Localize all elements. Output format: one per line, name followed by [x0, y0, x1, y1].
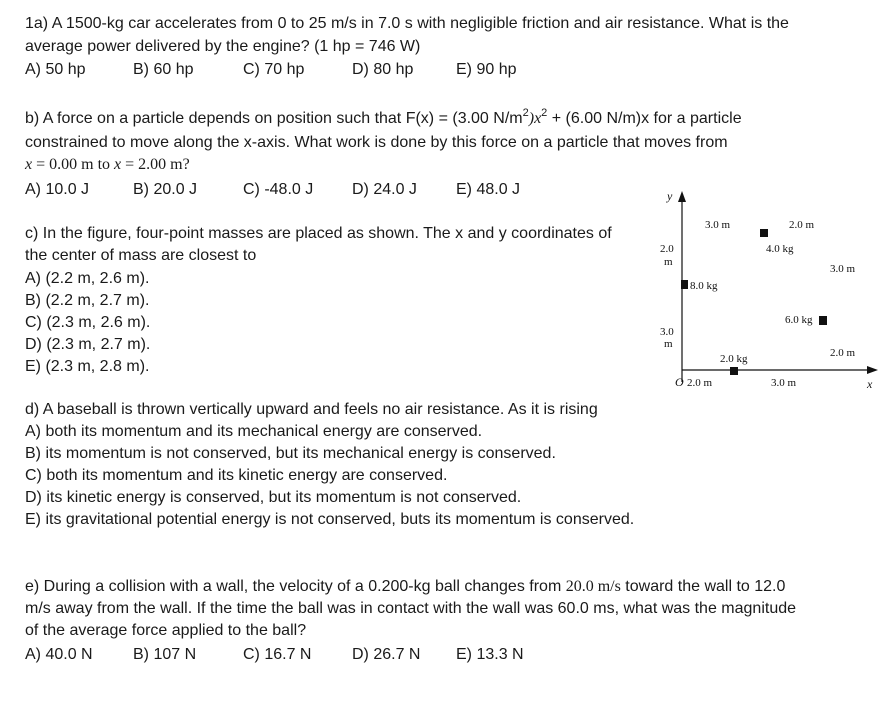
qe-choice-c: C) 16.7 N: [243, 646, 312, 663]
qe-choice-e: E) 13.3 N: [456, 646, 524, 663]
qc-line2: the center of mass are closest to: [25, 247, 257, 264]
mass-2kg-label: 2.0 kg: [720, 353, 748, 365]
qc-line1: c) In the figure, four-point masses are placed as shown. The x and y coordinates of: [25, 225, 612, 242]
qe-line1-v1: 20.0 m/s: [565, 578, 621, 595]
qe-line1-pre: e) During a collision with a wall, the velocity of a 0.200-kg ball changes from: [25, 578, 566, 595]
qd-choice-a: A) both its momentum and its mechanical energy are conserved.: [25, 423, 483, 440]
qc-choice-a: A) (2.2 m, 2.6 m).: [25, 270, 150, 287]
center-of-mass-figure: [645, 188, 885, 398]
qc-choice-c: C) (2.3 m, 2.6 m).: [25, 314, 151, 331]
qe-line3: of the average force applied to the ball?: [25, 622, 307, 639]
qd-line1: d) A baseball is thrown vertically upward and feels no air resistance. As it is rising: [25, 401, 598, 418]
qe-line1-mid: toward the wall to 12.0: [620, 578, 786, 595]
dim-bottom-left: 2.0 m: [687, 377, 713, 389]
x-axis-label: x: [867, 377, 873, 391]
dim-left-lower-num: 3.0: [660, 326, 674, 338]
qe-choice-d: D) 26.7 N: [352, 646, 421, 663]
mass-6kg-marker: [819, 316, 827, 325]
dim-top-left: 3.0 m: [705, 219, 731, 231]
q1a-line1: 1a) A 1500-kg car accelerates from 0 to 25 m/s in 7.0 s with negligible friction and air resistance. What is the: [25, 15, 789, 32]
qc-choice-d: D) (2.3 m, 2.7 m).: [25, 336, 151, 353]
qb-choice-d: D) 24.0 J: [352, 181, 417, 198]
qe-choice-b: B) 107 N: [133, 646, 197, 663]
qb-choice-a: A) 10.0 J: [25, 181, 90, 198]
mass-8kg-label: 8.0 kg: [690, 280, 718, 292]
qb-line3-b: = 0.00 m to: [32, 156, 115, 173]
qd-choice-b: B) its momentum is not conserved, but its mechanical energy is conserved.: [25, 445, 556, 462]
q1a-choice-e: E) 90 hp: [456, 61, 517, 78]
x-axis-arrowhead: [867, 366, 878, 374]
qb-choice-e: E) 48.0 J: [456, 181, 521, 198]
mass-8kg-marker: [681, 280, 688, 289]
qd-choice-c: C) both its momentum and its kinetic energy are conserved.: [25, 467, 448, 484]
dim-left-upper-unit: m: [664, 256, 673, 268]
qb-line1-sup2: 2: [541, 106, 548, 119]
q1a-line2: average power delivered by the engine? (1 hp = 746 W): [25, 38, 421, 55]
dim-right-lower: 2.0 m: [830, 347, 856, 359]
qb-line1-post: + (6.00 N/m)x for a particle: [547, 110, 742, 127]
y-axis-arrowhead: [678, 191, 686, 202]
qb-line3-d: = 2.00 m?: [121, 156, 190, 173]
origin-label: O: [675, 375, 684, 389]
qb-choice-b: B) 20.0 J: [133, 181, 198, 198]
dim-left-upper-num: 2.0: [660, 243, 674, 255]
qc-choice-b: B) (2.2 m, 2.7 m).: [25, 292, 150, 309]
mass-4kg-marker: [760, 229, 768, 237]
q1a-choice-a: A) 50 hp: [25, 61, 86, 78]
qb-choice-c: C) -48.0 J: [243, 181, 314, 198]
qc-choice-e: E) (2.3 m, 2.8 m).: [25, 358, 150, 375]
mass-2kg-marker: [730, 367, 738, 375]
dim-bottom-right: 3.0 m: [771, 377, 797, 389]
qe-line2: m/s away from the wall. If the time the ball was in contact with the wall was 60.0 ms, what was the magnitude: [25, 600, 797, 617]
qb-line1-sup1: 2: [522, 106, 529, 119]
qb-line1: [25, 106, 742, 129]
qd-choice-d: D) its kinetic energy is conserved, but its momentum is not conserved.: [25, 489, 522, 506]
dim-right-upper: 3.0 m: [830, 263, 856, 275]
qd-choice-e: E) its gravitational potential energy is not conserved, buts its momentum is conserved.: [25, 511, 635, 528]
q1a-choice-b: B) 60 hp: [133, 61, 194, 78]
q1a-choice-c: C) 70 hp: [243, 61, 305, 78]
qe-line1: [25, 577, 785, 597]
qe-choice-a: A) 40.0 N: [25, 646, 93, 663]
y-axis-label: y: [667, 189, 673, 203]
qb-line2: constrained to move along the x-axis. What work is done by this force on a particle that moves from: [25, 134, 728, 151]
dim-left-lower-unit: m: [664, 338, 673, 350]
mass-4kg-label: 4.0 kg: [766, 243, 794, 255]
qb-line3-x1: x: [25, 156, 33, 173]
q1a-choice-d: D) 80 hp: [352, 61, 414, 78]
mass-6kg-label: 6.0 kg: [785, 314, 813, 326]
qb-line1-mid: )x: [528, 110, 542, 127]
qb-line1-pre: b) A force on a particle depends on position such that F(x) = (3.00 N/m: [25, 110, 523, 127]
qb-line3: [25, 155, 190, 175]
dim-top-right: 2.0 m: [789, 219, 815, 231]
qb-line3-x2: x: [114, 156, 122, 173]
